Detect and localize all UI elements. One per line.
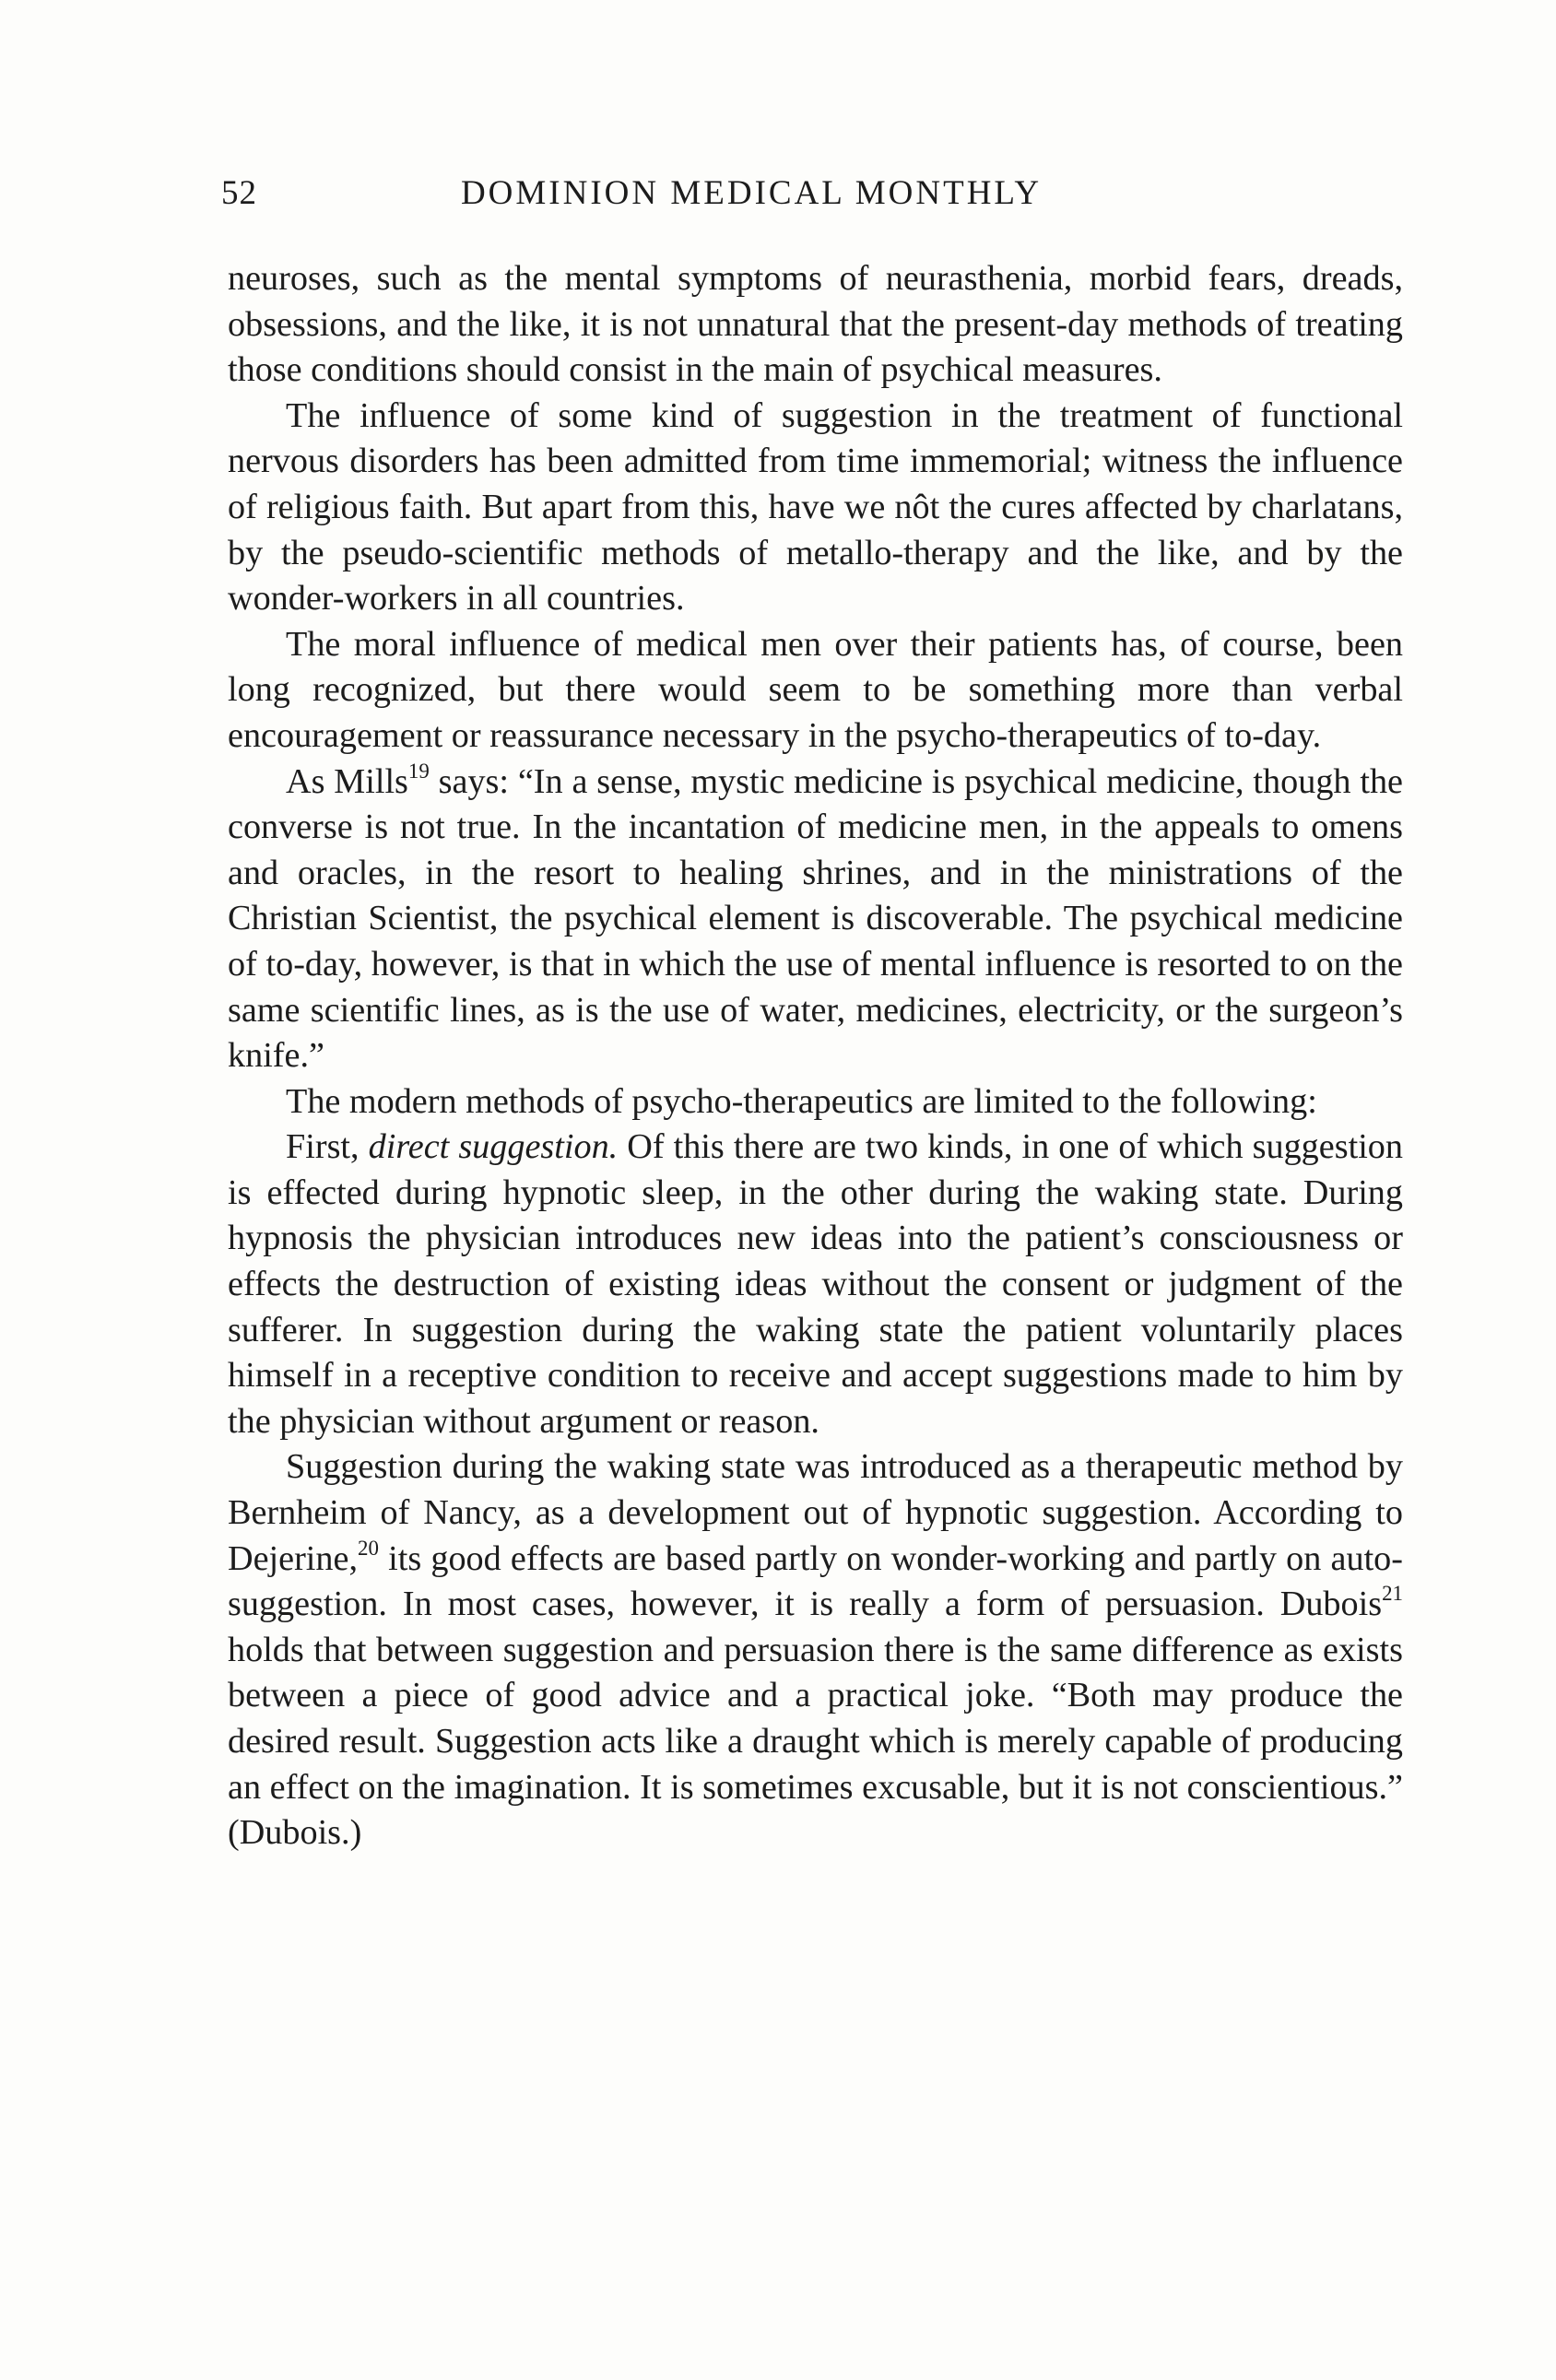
- running-head: [221, 173, 1281, 219]
- paragraph-mills-quote: [228, 760, 1403, 1079]
- paragraph-methods-intro: The modern methods of psycho-therapeutics are limited to the following:: [286, 1081, 1317, 1121]
- journal-title: DOMINION MEDICAL MONTHLY: [460, 174, 1043, 212]
- quote-body: says: “In a sense, mystic medicine is psychical medicine, though the converse is not true. In the incantation of medicine men, in the appeals to omens and oracles, in the resort to healing shrines, and in the ministrations of the Christian Scientist, the psychical element is discoverable. The psychical medicine of to-day, however, is that in which the use of mental influence is resorted to on the same scientific lines, as is the use of water, medicines, electricity, or the surgeon’s knife.”: [228, 761, 1403, 1076]
- waking-part-1: Suggestion during the waking state was introduced as a therapeutic method by Bernheim of Nancy, as a development out of hypnotic suggestion. According to Dejerine,: [228, 1447, 1403, 1578]
- method-description: Of this there are two kinds, in one of which suggestion is effected during hypnotic sleep, in the other during the waking state. During hypnosis the physician introduces new ideas into the patient’s consciousness or effects the destruction of existing ideas without the consent or judgment of the sufferer. In suggestion during the waking state the patient voluntarily places himself in a receptive condition to receive and accept suggestions made to him by the physician without argument or reason.: [228, 1127, 1403, 1441]
- footnote-ref-21: 21: [1382, 1582, 1403, 1606]
- waking-part-3: holds that between suggestion and persuasion there is the same difference as exists between a piece of good advice and a practical joke. “Both may produce the desired result. Suggestion acts like a draught which is merely capable of producing an effect on the imagination. It is sometimes excusable, but it is not conscientious.” (Dubois.): [228, 1630, 1403, 1853]
- footnote-ref-20: 20: [358, 1536, 379, 1560]
- method-name-emphasis: direct suggestion.: [368, 1127, 619, 1167]
- paragraph-moral-influence: The moral influence of medical men over their patients has, of course, been long recognized, but there would seem to be something more than verbal encouragement or reassurance necessary in the psycho-therapeutics of to-day.: [228, 624, 1403, 755]
- method-lead: First,: [286, 1127, 369, 1167]
- body-text: [228, 256, 1403, 1856]
- footnote-ref-19: 19: [407, 759, 430, 783]
- waking-part-2: its good effects are based partly on wonder-working and partly on auto-suggestion. In most cases, however, it is really a form of persuasion. Dubois: [228, 1538, 1403, 1624]
- paragraph-direct-suggestion: [228, 1125, 1403, 1444]
- paragraph-continuation: neuroses, such as the mental symptoms of neurasthenia, morbid fears, dreads, obsessions, and the like, it is not unnatural that the present-day methods of treating those conditions should consist in the main of psychical measures.: [228, 259, 1403, 390]
- quote-intro: As Mills: [286, 761, 408, 801]
- page-number: 52: [221, 174, 257, 212]
- paragraph-suggestion-influence: The influence of some kind of suggestion in the treatment of functional nervous disorders has been admitted from time immemorial; witness the influence of religious faith. But apart from this, have we nôt the cures affected by charlatans, by the pseudo-scientific methods of metallo-therapy and the like, and by the wonder-workers in all countries.: [228, 395, 1403, 619]
- paragraph-waking-suggestion: [228, 1444, 1403, 1856]
